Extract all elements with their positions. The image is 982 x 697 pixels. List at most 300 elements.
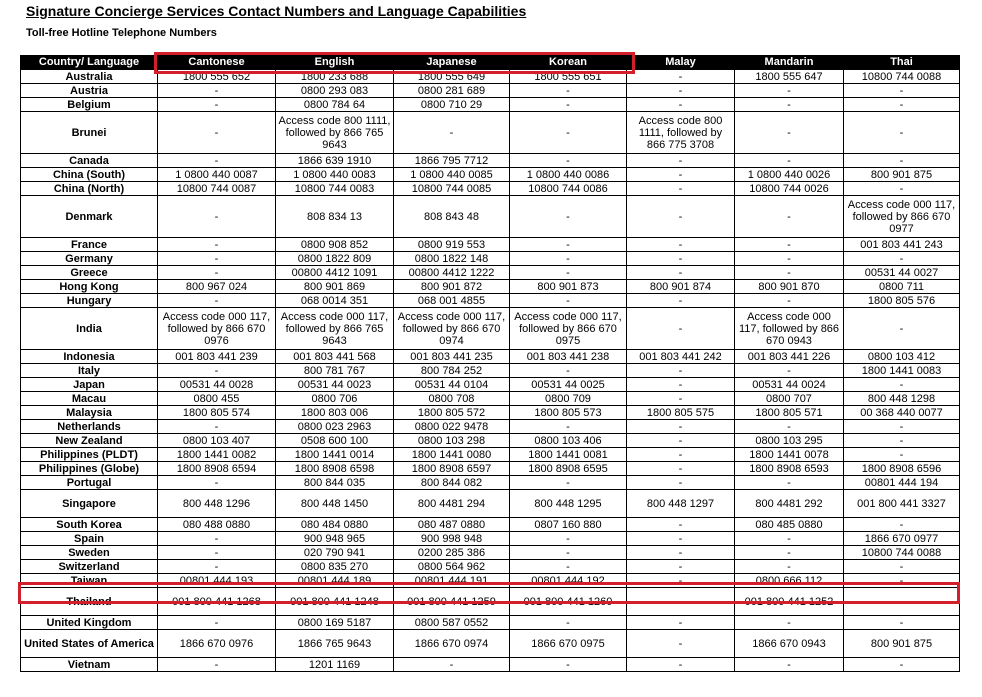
- phone-cell: -: [627, 616, 735, 630]
- phone-cell: 0800 1822 148: [394, 252, 510, 266]
- phone-cell: 1866 639 1910: [276, 154, 394, 168]
- table-row: [21, 154, 960, 168]
- country-cell: France: [21, 238, 158, 252]
- phone-cell: Access code 000 117, followed by 866 670 0977: [844, 196, 960, 238]
- page-title: Signature Concierge Services Contact Numbers and Language Capabilities: [26, 3, 527, 19]
- phone-cell: 00801 444 189: [276, 574, 394, 588]
- country-cell: India: [21, 308, 158, 350]
- phone-cell: 001 803 441 568: [276, 350, 394, 364]
- table-row: [21, 448, 960, 462]
- phone-cell: Access code 800 1111, followed by 866 775 3708: [627, 112, 735, 154]
- phone-cell: 001 800 441 3327: [844, 490, 960, 518]
- phone-cell: 800 844 082: [394, 476, 510, 490]
- country-cell: Hong Kong: [21, 280, 158, 294]
- phone-cell: 1800 8908 6596: [844, 462, 960, 476]
- country-cell: Singapore: [21, 490, 158, 518]
- country-cell: Germany: [21, 252, 158, 266]
- phone-cell: 1 0800 440 0085: [394, 168, 510, 182]
- country-cell: Spain: [21, 532, 158, 546]
- phone-cell: 068 0014 351: [276, 294, 394, 308]
- phone-cell: -: [158, 266, 276, 280]
- phone-cell: 1 0800 440 0086: [510, 168, 627, 182]
- phone-cell: 001 803 441 238: [510, 350, 627, 364]
- phone-cell: -: [627, 532, 735, 546]
- phone-cell: 0508 600 100: [276, 434, 394, 448]
- phone-cell: 800 844 035: [276, 476, 394, 490]
- phone-cell: 1800 555 651: [510, 70, 627, 84]
- phone-cell: 1800 805 571: [735, 406, 844, 420]
- phone-cell: -: [510, 364, 627, 378]
- country-cell: Vietnam: [21, 658, 158, 672]
- phone-cell: -: [735, 84, 844, 98]
- phone-cell: -: [627, 294, 735, 308]
- country-cell: Brunei: [21, 112, 158, 154]
- phone-cell: 020 790 941: [276, 546, 394, 560]
- phone-cell: 800 901 869: [276, 280, 394, 294]
- phone-cell: 00801 444 191: [394, 574, 510, 588]
- country-cell: United States of America: [21, 630, 158, 658]
- table-row: [21, 658, 960, 672]
- phone-cell: -: [627, 476, 735, 490]
- table-row: [21, 420, 960, 434]
- table-row: [21, 98, 960, 112]
- phone-cell: 10800 744 0088: [844, 70, 960, 84]
- phone-cell: 001 800 441 1259: [394, 588, 510, 616]
- phone-cell: -: [158, 560, 276, 574]
- phone-cell: 0800 835 270: [276, 560, 394, 574]
- table-row: [21, 392, 960, 406]
- phone-cell: -: [844, 112, 960, 154]
- hotline-table: [20, 55, 960, 672]
- phone-cell: 800 901 872: [394, 280, 510, 294]
- table-body: [21, 70, 960, 672]
- phone-cell: -: [735, 658, 844, 672]
- table-row: [21, 238, 960, 252]
- table-row: [21, 308, 960, 350]
- country-cell: Sweden: [21, 546, 158, 560]
- country-cell: Thailand: [21, 588, 158, 616]
- phone-cell: -: [735, 420, 844, 434]
- phone-cell: Access code 000 117, followed by 866 670 0975: [510, 308, 627, 350]
- phone-cell: -: [158, 364, 276, 378]
- phone-cell: 1866 670 0943: [735, 630, 844, 658]
- phone-cell: 001 803 441 226: [735, 350, 844, 364]
- phone-cell: 0800 455: [158, 392, 276, 406]
- country-cell: Macau: [21, 392, 158, 406]
- table-row: [21, 168, 960, 182]
- phone-cell: 800 448 1450: [276, 490, 394, 518]
- phone-cell: 800 901 873: [510, 280, 627, 294]
- phone-cell: 001 803 441 242: [627, 350, 735, 364]
- table-row: [21, 84, 960, 98]
- phone-cell: 00800 4412 1091: [276, 266, 394, 280]
- phone-cell: -: [627, 378, 735, 392]
- phone-cell: -: [735, 196, 844, 238]
- phone-cell: -: [627, 364, 735, 378]
- phone-cell: -: [735, 154, 844, 168]
- country-cell: Netherlands: [21, 420, 158, 434]
- phone-cell: -: [510, 560, 627, 574]
- header-japanese: Japanese: [394, 56, 510, 70]
- phone-cell: -: [158, 112, 276, 154]
- phone-cell: 1 0800 440 0083: [276, 168, 394, 182]
- phone-cell: 808 843 48: [394, 196, 510, 238]
- phone-cell: -: [510, 238, 627, 252]
- phone-cell: 0200 285 386: [394, 546, 510, 560]
- phone-cell: 0800 564 962: [394, 560, 510, 574]
- phone-cell: Access code 000 117, followed by 866 670 0943: [735, 308, 844, 350]
- phone-cell: -: [627, 98, 735, 112]
- header-cantonese: Cantonese: [158, 56, 276, 70]
- phone-cell: 800 901 875: [844, 168, 960, 182]
- phone-cell: 1866 765 9643: [276, 630, 394, 658]
- phone-cell: -: [627, 154, 735, 168]
- phone-cell: 080 487 0880: [394, 518, 510, 532]
- phone-cell: 0800 103 295: [735, 434, 844, 448]
- country-cell: Malaysia: [21, 406, 158, 420]
- table-row: [21, 560, 960, 574]
- phone-cell: 00801 444 194: [844, 476, 960, 490]
- phone-cell: -: [735, 112, 844, 154]
- phone-cell: 0800 023 2963: [276, 420, 394, 434]
- country-cell: Taiwan: [21, 574, 158, 588]
- phone-cell: -: [627, 308, 735, 350]
- phone-cell: 1800 8908 6597: [394, 462, 510, 476]
- phone-cell: 800 448 1297: [627, 490, 735, 518]
- phone-cell: -: [627, 560, 735, 574]
- table-row: [21, 462, 960, 476]
- phone-cell: 1 0800 440 0087: [158, 168, 276, 182]
- phone-cell: -: [510, 84, 627, 98]
- phone-cell: 1800 1441 0082: [158, 448, 276, 462]
- table-row: [21, 630, 960, 658]
- phone-cell: 1201 1169: [276, 658, 394, 672]
- phone-cell: -: [627, 518, 735, 532]
- phone-cell: 1866 670 0976: [158, 630, 276, 658]
- phone-cell: 800 901 874: [627, 280, 735, 294]
- phone-cell: -: [158, 238, 276, 252]
- phone-cell: 1 0800 440 0026: [735, 168, 844, 182]
- phone-cell: 00531 44 0104: [394, 378, 510, 392]
- phone-cell: -: [844, 434, 960, 448]
- phone-cell: -: [627, 462, 735, 476]
- phone-cell: 0800 103 407: [158, 434, 276, 448]
- phone-cell: -: [735, 266, 844, 280]
- phone-cell: 900 998 948: [394, 532, 510, 546]
- phone-cell: 1800 555 647: [735, 70, 844, 84]
- phone-cell: 800 901 870: [735, 280, 844, 294]
- country-cell: New Zealand: [21, 434, 158, 448]
- country-cell: Italy: [21, 364, 158, 378]
- phone-cell: -: [510, 252, 627, 266]
- phone-cell: -: [510, 546, 627, 560]
- phone-cell: 10800 744 0085: [394, 182, 510, 196]
- phone-cell: 0800 706: [276, 392, 394, 406]
- phone-cell: 1800 1441 0081: [510, 448, 627, 462]
- phone-cell: -: [844, 448, 960, 462]
- table-row: [21, 518, 960, 532]
- phone-cell: 0800 711: [844, 280, 960, 294]
- phone-cell: 00531 44 0024: [735, 378, 844, 392]
- country-cell: United Kingdom: [21, 616, 158, 630]
- country-cell: Philippines (PLDT): [21, 448, 158, 462]
- phone-cell: -: [627, 70, 735, 84]
- phone-cell: 00801 444 193: [158, 574, 276, 588]
- phone-cell: 1800 8908 6598: [276, 462, 394, 476]
- phone-cell: 00801 444 192: [510, 574, 627, 588]
- phone-cell: 0800 784 64: [276, 98, 394, 112]
- country-cell: Hungary: [21, 294, 158, 308]
- phone-cell: 800 901 875: [844, 630, 960, 658]
- country-cell: China (South): [21, 168, 158, 182]
- phone-cell: 1800 233 688: [276, 70, 394, 84]
- phone-cell: 080 488 0880: [158, 518, 276, 532]
- phone-cell: Access code 000 117, followed by 866 670 0974: [394, 308, 510, 350]
- phone-cell: 00531 44 0027: [844, 266, 960, 280]
- phone-cell: -: [844, 616, 960, 630]
- country-cell: Canada: [21, 154, 158, 168]
- country-cell: Austria: [21, 84, 158, 98]
- table-row: [21, 280, 960, 294]
- phone-cell: 0800 103 412: [844, 350, 960, 364]
- phone-cell: 0800 710 29: [394, 98, 510, 112]
- table-row: [21, 364, 960, 378]
- phone-cell: -: [510, 112, 627, 154]
- table-row: [21, 112, 960, 154]
- phone-cell: -: [510, 532, 627, 546]
- table-row: [21, 490, 960, 518]
- phone-cell: -: [158, 532, 276, 546]
- phone-cell: 001 800 441 1248: [276, 588, 394, 616]
- phone-cell: -: [627, 630, 735, 658]
- table-row: [21, 266, 960, 280]
- phone-cell: -: [735, 238, 844, 252]
- phone-cell: 1800 8908 6593: [735, 462, 844, 476]
- phone-cell: 0800 022 9478: [394, 420, 510, 434]
- phone-cell: -: [510, 616, 627, 630]
- phone-cell: 0800 908 852: [276, 238, 394, 252]
- phone-cell: -: [510, 420, 627, 434]
- header-malay: Malay: [627, 56, 735, 70]
- phone-cell: 00531 44 0023: [276, 378, 394, 392]
- phone-cell: -: [735, 532, 844, 546]
- table-row: [21, 252, 960, 266]
- table-row: [21, 182, 960, 196]
- phone-cell: 0800 666 112: [735, 574, 844, 588]
- header-mandarin: Mandarin: [735, 56, 844, 70]
- phone-cell: 0807 160 880: [510, 518, 627, 532]
- page-subtitle: Toll-free Hotline Telephone Numbers: [26, 27, 217, 39]
- phone-cell: 001 800 441 1252: [735, 588, 844, 616]
- phone-cell: 1800 8908 6595: [510, 462, 627, 476]
- phone-cell: -: [627, 196, 735, 238]
- phone-cell: -: [394, 112, 510, 154]
- phone-cell: 0800 708: [394, 392, 510, 406]
- phone-cell: -: [844, 98, 960, 112]
- phone-cell: 00531 44 0025: [510, 378, 627, 392]
- phone-cell: 10800 744 0088: [844, 546, 960, 560]
- phone-cell: -: [735, 616, 844, 630]
- header-country-language: Country/ Language: [21, 56, 158, 70]
- phone-cell: 1800 805 575: [627, 406, 735, 420]
- phone-cell: -: [735, 98, 844, 112]
- phone-cell: -: [844, 378, 960, 392]
- phone-cell: Access code 000 117, followed by 866 670 0976: [158, 308, 276, 350]
- phone-cell: -: [844, 252, 960, 266]
- phone-cell: 00531 44 0028: [158, 378, 276, 392]
- phone-cell: 1800 805 574: [158, 406, 276, 420]
- phone-cell: -: [510, 196, 627, 238]
- table-row: [21, 588, 960, 616]
- phone-cell: -: [627, 182, 735, 196]
- phone-cell: 001 800 441 1268: [158, 588, 276, 616]
- phone-cell: -: [627, 546, 735, 560]
- phone-cell: 080 485 0880: [735, 518, 844, 532]
- header-korean: Korean: [510, 56, 627, 70]
- table-row: [21, 196, 960, 238]
- country-cell: South Korea: [21, 518, 158, 532]
- phone-cell: 0800 707: [735, 392, 844, 406]
- phone-cell: 800 4481 292: [735, 490, 844, 518]
- phone-cell: 0800 293 083: [276, 84, 394, 98]
- phone-cell: -: [627, 238, 735, 252]
- phone-cell: 001 803 441 239: [158, 350, 276, 364]
- phone-cell: 0800 1822 809: [276, 252, 394, 266]
- phone-cell: -: [627, 84, 735, 98]
- phone-cell: -: [158, 658, 276, 672]
- phone-cell: 0800 103 406: [510, 434, 627, 448]
- country-cell: Belgium: [21, 98, 158, 112]
- phone-cell: -: [627, 168, 735, 182]
- phone-cell: -: [510, 98, 627, 112]
- phone-cell: 800 781 767: [276, 364, 394, 378]
- phone-cell: -: [158, 252, 276, 266]
- phone-cell: -: [627, 420, 735, 434]
- table-row: [21, 294, 960, 308]
- table-row: [21, 546, 960, 560]
- phone-cell: 1800 555 652: [158, 70, 276, 84]
- phone-cell: 001 803 441 243: [844, 238, 960, 252]
- phone-cell: -: [510, 266, 627, 280]
- phone-cell: -: [844, 658, 960, 672]
- phone-cell: -: [627, 574, 735, 588]
- phone-cell: 068 001 4855: [394, 294, 510, 308]
- phone-cell: -: [627, 392, 735, 406]
- phone-cell: 001 800 441 1260: [510, 588, 627, 616]
- phone-cell: -: [735, 294, 844, 308]
- phone-cell: -: [158, 84, 276, 98]
- phone-cell: -: [735, 546, 844, 560]
- table-row: [21, 434, 960, 448]
- table-row: [21, 378, 960, 392]
- table-row: [21, 406, 960, 420]
- phone-cell: -: [735, 364, 844, 378]
- phone-cell: -: [844, 574, 960, 588]
- phone-cell: 1800 805 576: [844, 294, 960, 308]
- phone-cell: 1866 670 0975: [510, 630, 627, 658]
- country-cell: Switzerland: [21, 560, 158, 574]
- phone-cell: 1866 795 7712: [394, 154, 510, 168]
- phone-cell: -: [844, 154, 960, 168]
- phone-cell: -: [627, 658, 735, 672]
- phone-cell: 1800 1441 0014: [276, 448, 394, 462]
- phone-cell: 10800 744 0026: [735, 182, 844, 196]
- table-row: [21, 532, 960, 546]
- phone-cell: 0800 169 5187: [276, 616, 394, 630]
- country-cell: Philippines (Globe): [21, 462, 158, 476]
- phone-cell: 080 484 0880: [276, 518, 394, 532]
- phone-cell: Access code 000 117, followed by 866 765 9643: [276, 308, 394, 350]
- country-cell: Japan: [21, 378, 158, 392]
- header-row: [21, 56, 960, 70]
- phone-cell: -: [627, 434, 735, 448]
- phone-cell: 1800 8908 6594: [158, 462, 276, 476]
- phone-cell: 900 948 965: [276, 532, 394, 546]
- phone-cell: 00800 4412 1222: [394, 266, 510, 280]
- phone-cell: -: [627, 266, 735, 280]
- phone-cell: -: [735, 560, 844, 574]
- phone-cell: 10800 744 0086: [510, 182, 627, 196]
- phone-cell: 1800 805 573: [510, 406, 627, 420]
- table-row: [21, 574, 960, 588]
- phone-cell: 0800 103 298: [394, 434, 510, 448]
- phone-cell: -: [158, 616, 276, 630]
- phone-cell: -: [844, 182, 960, 196]
- phone-cell: -: [627, 588, 735, 616]
- phone-cell: 0800 709: [510, 392, 627, 406]
- phone-cell: -: [844, 588, 960, 616]
- phone-cell: 1866 670 0974: [394, 630, 510, 658]
- phone-cell: -: [394, 658, 510, 672]
- phone-cell: -: [158, 154, 276, 168]
- phone-cell: 1800 1441 0078: [735, 448, 844, 462]
- phone-cell: 0800 281 689: [394, 84, 510, 98]
- country-cell: Portugal: [21, 476, 158, 490]
- phone-cell: -: [627, 448, 735, 462]
- phone-cell: -: [158, 420, 276, 434]
- phone-cell: 800 448 1298: [844, 392, 960, 406]
- phone-cell: -: [735, 476, 844, 490]
- phone-cell: 1800 803 006: [276, 406, 394, 420]
- table-row: [21, 616, 960, 630]
- phone-cell: -: [158, 476, 276, 490]
- phone-cell: 808 834 13: [276, 196, 394, 238]
- phone-cell: -: [844, 518, 960, 532]
- phone-cell: 800 448 1296: [158, 490, 276, 518]
- phone-cell: -: [844, 420, 960, 434]
- country-cell: China (North): [21, 182, 158, 196]
- phone-cell: -: [627, 252, 735, 266]
- phone-cell: -: [844, 308, 960, 350]
- phone-cell: 0800 919 553: [394, 238, 510, 252]
- header-thai: Thai: [844, 56, 960, 70]
- phone-cell: 800 784 252: [394, 364, 510, 378]
- phone-cell: -: [510, 154, 627, 168]
- country-cell: Denmark: [21, 196, 158, 238]
- phone-cell: 800 4481 294: [394, 490, 510, 518]
- phone-cell: -: [158, 98, 276, 112]
- phone-cell: -: [844, 84, 960, 98]
- phone-cell: Access code 800 1111, followed by 866 765 9643: [276, 112, 394, 154]
- country-cell: Indonesia: [21, 350, 158, 364]
- phone-cell: 800 967 024: [158, 280, 276, 294]
- phone-cell: 1800 805 572: [394, 406, 510, 420]
- phone-cell: 10800 744 0087: [158, 182, 276, 196]
- phone-cell: -: [158, 546, 276, 560]
- header-english: English: [276, 56, 394, 70]
- phone-cell: -: [510, 658, 627, 672]
- phone-cell: 1800 555 649: [394, 70, 510, 84]
